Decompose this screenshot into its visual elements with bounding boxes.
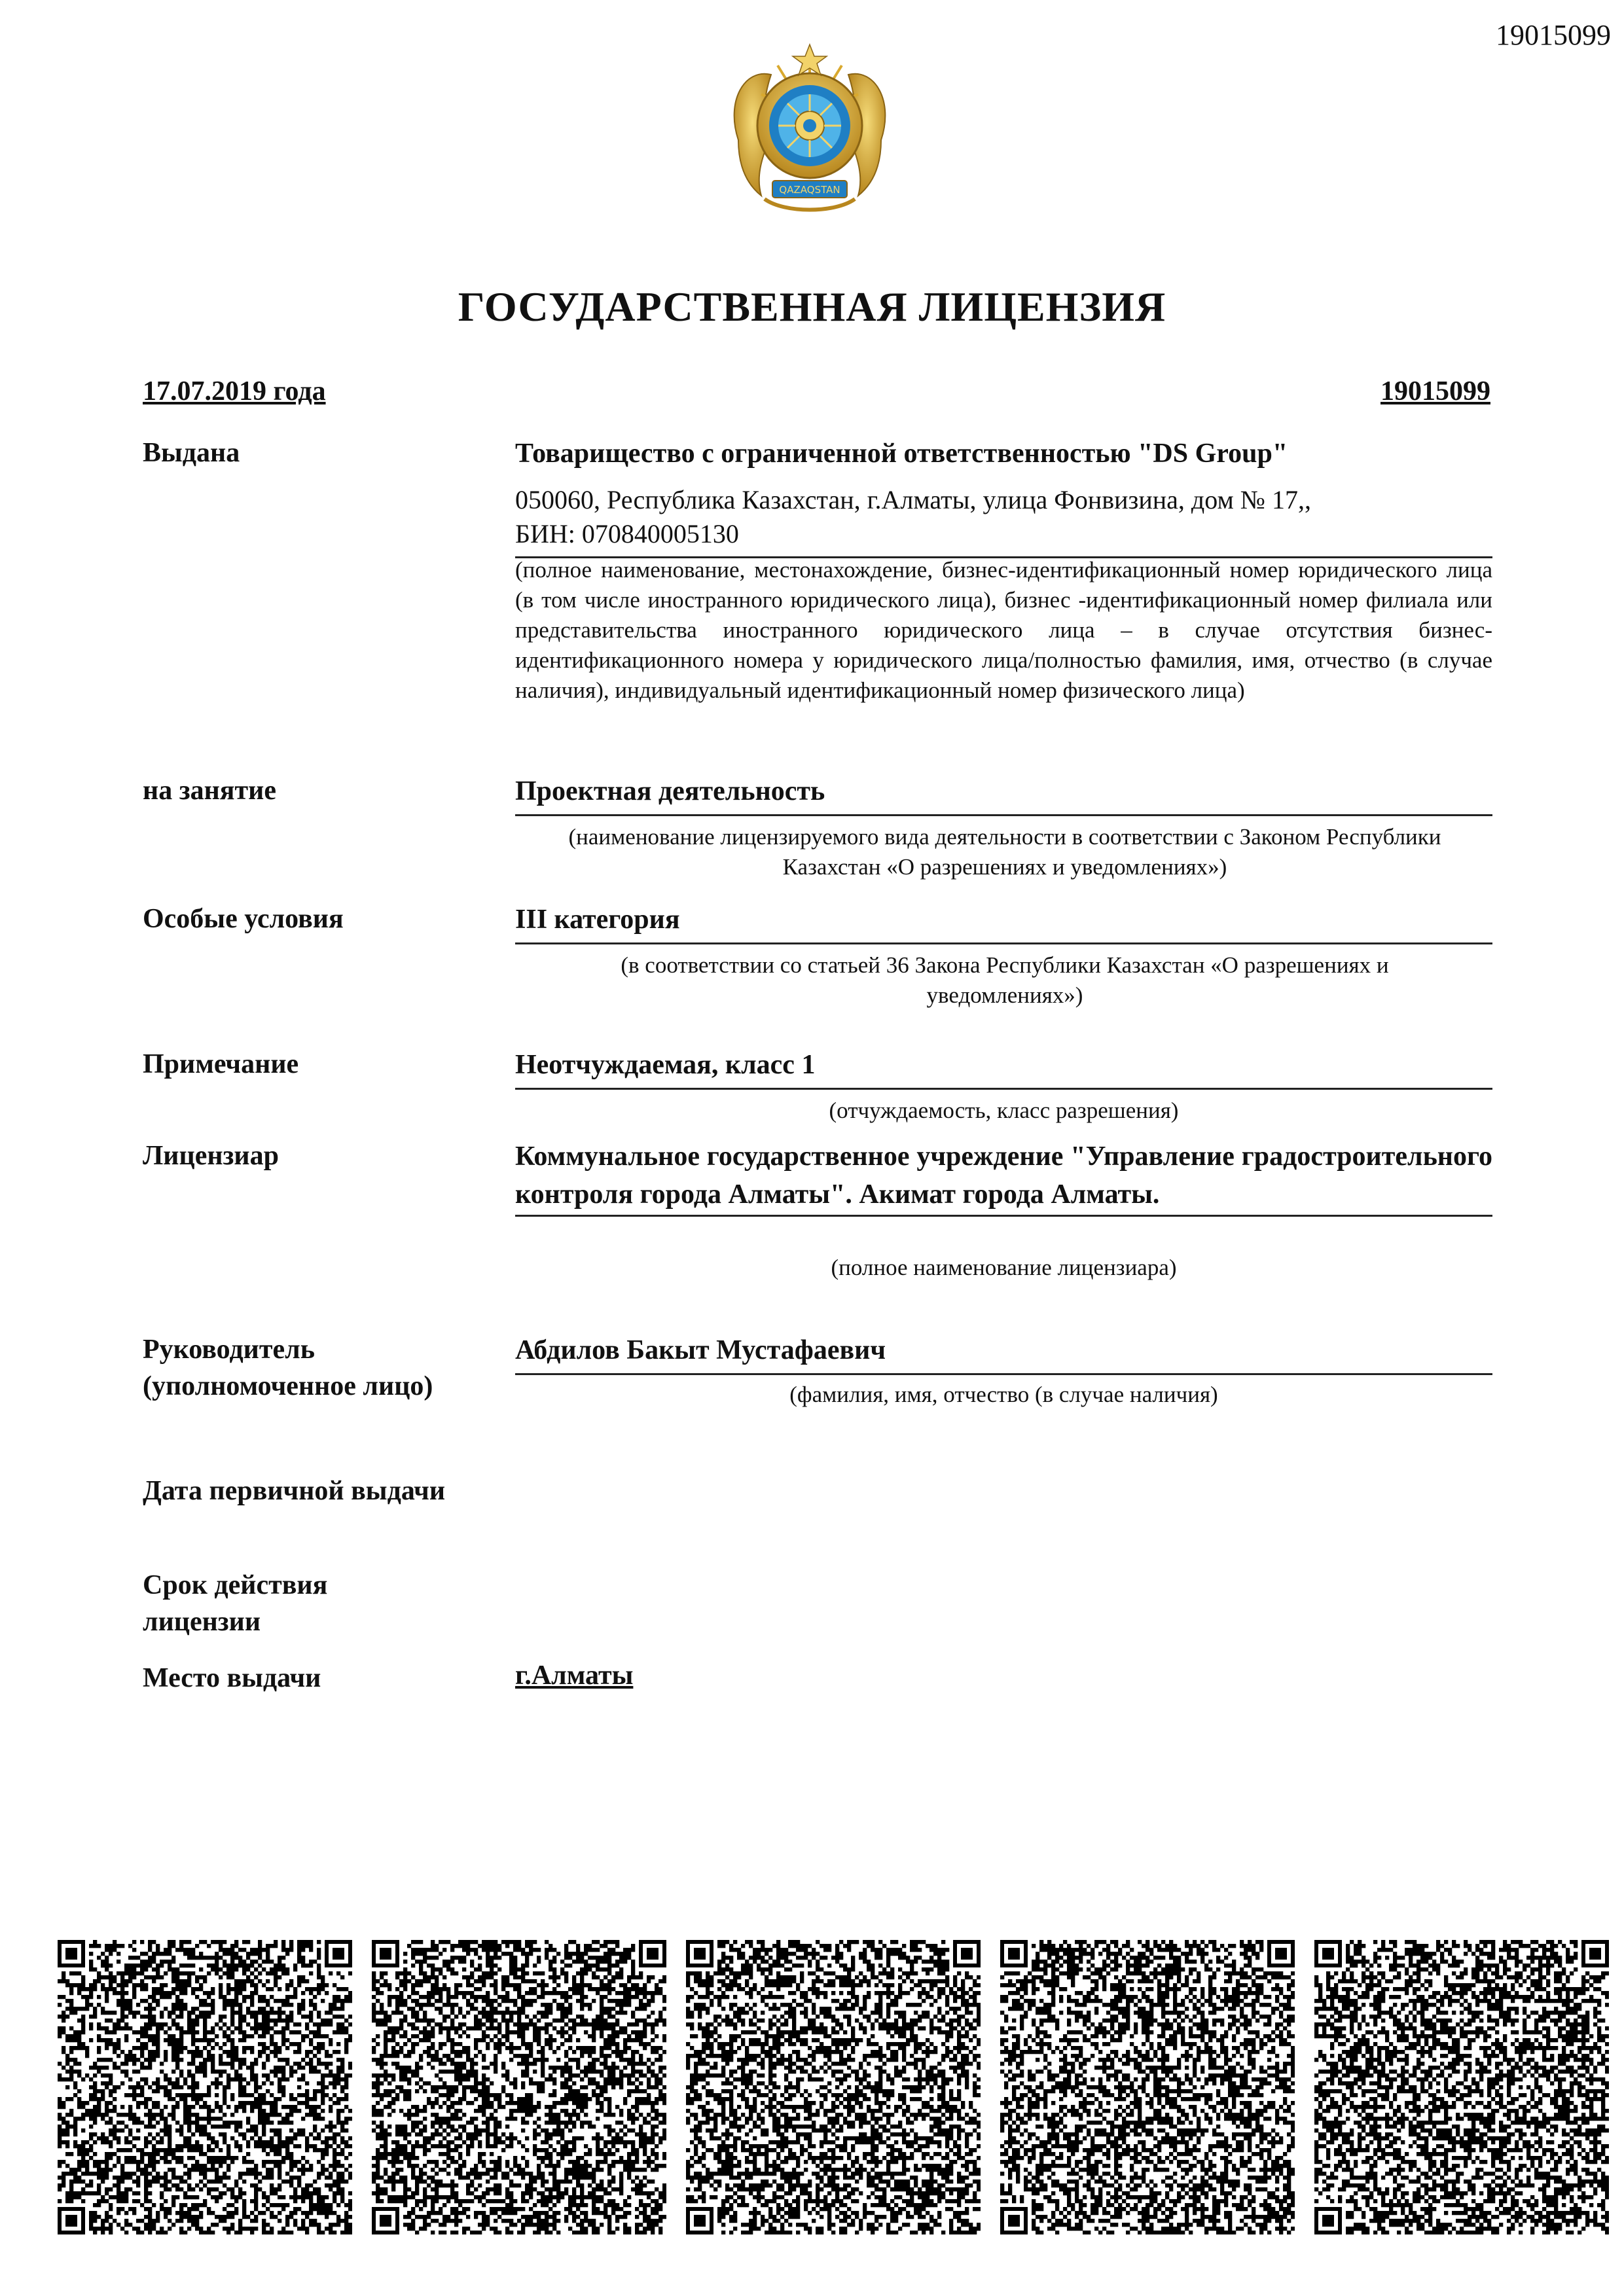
- validity-label: [143, 1567, 327, 1640]
- conditions-label: Особые условия: [143, 904, 344, 934]
- licensor-value: Коммунальное государственное учреждение "Управление градостроительного контроля города Алматы". Акимат города Алматы.: [515, 1138, 1492, 1217]
- document-title: ГОСУДАРСТВЕННАЯ ЛИЦЕНЗИЯ: [458, 283, 1166, 330]
- activity-value: Проектная деятельность: [515, 772, 1492, 816]
- place-label: Место выдачи: [143, 1663, 321, 1693]
- activity-caption: (наименование лицензируемого вида деятельности в соответствии с Законом Республики Казахстан «О разрешениях и уведомлениях»): [568, 824, 1441, 880]
- validity-label-line1: Срок действия: [143, 1570, 328, 1600]
- head-label: [143, 1331, 433, 1405]
- qr-code-1: [58, 1940, 352, 2234]
- state-emblem-icon: [725, 42, 894, 219]
- head-caption: (фамилия, имя, отчество (в случае наличия): [789, 1382, 1218, 1407]
- licensor-label: Лицензиар: [143, 1141, 279, 1171]
- licensee-address: 050060, Республика Казахстан, г.Алматы, улица Фонвизина, дом № 17,,: [515, 485, 1311, 514]
- place-value: г.Алматы: [515, 1660, 634, 1691]
- qr-code-4: [1000, 1940, 1295, 2234]
- licensor-caption: (полное наименование лицензиара): [831, 1255, 1177, 1280]
- qr-code-3: [686, 1940, 981, 2234]
- qr-code-2: [372, 1940, 666, 2234]
- emblem-inscription: QAZAQSTAN: [779, 184, 840, 196]
- conditions-caption: (в соответствии со статьей 36 Закона Республики Казахстан «О разрешениях и уведомлениях»): [621, 952, 1389, 1008]
- first-issue-label: Дата первичной выдачи: [143, 1476, 446, 1506]
- head-label-line1: Руководитель: [143, 1335, 315, 1365]
- head-label-line2: (уполномоченное лицо): [143, 1371, 433, 1401]
- note-label: Примечание: [143, 1049, 299, 1079]
- licensee-caption: (полное наименование, местонахождение, бизнес-идентификационный номер юридического лица (в том числе иностранного юридического лица), бизнес -идентификационный номер филиала или представительства иностранного юридического лица – в случае отсутствия бизнес-идентификационного номера у юридического лица/полностью фамилия, имя, отчество (в случае наличия), индивидуальный идентификационный номер физического лица): [515, 557, 1492, 703]
- qr-code-5: [1314, 1940, 1609, 2234]
- note-value: Неотчуждаемая, класс 1: [515, 1046, 1492, 1090]
- license-number: 19015099: [1380, 376, 1490, 406]
- issued-to-label: Выдана: [143, 438, 240, 468]
- licensee-bin: БИН: 070840005130: [515, 517, 1492, 558]
- validity-label-line2: лицензии: [143, 1607, 261, 1637]
- licensee-name: Товарищество с ограниченной ответственностью "DS Group": [515, 439, 1288, 469]
- note-caption: (отчуждаемость, класс разрешения): [829, 1098, 1179, 1123]
- head-value: Абдилов Бакыт Мустафаевич: [515, 1331, 1492, 1375]
- conditions-value: III категория: [515, 901, 1492, 944]
- activity-label: на занятие: [143, 776, 276, 806]
- corner-document-number: 19015099: [1496, 19, 1611, 51]
- issue-date: 17.07.2019 года: [143, 376, 326, 406]
